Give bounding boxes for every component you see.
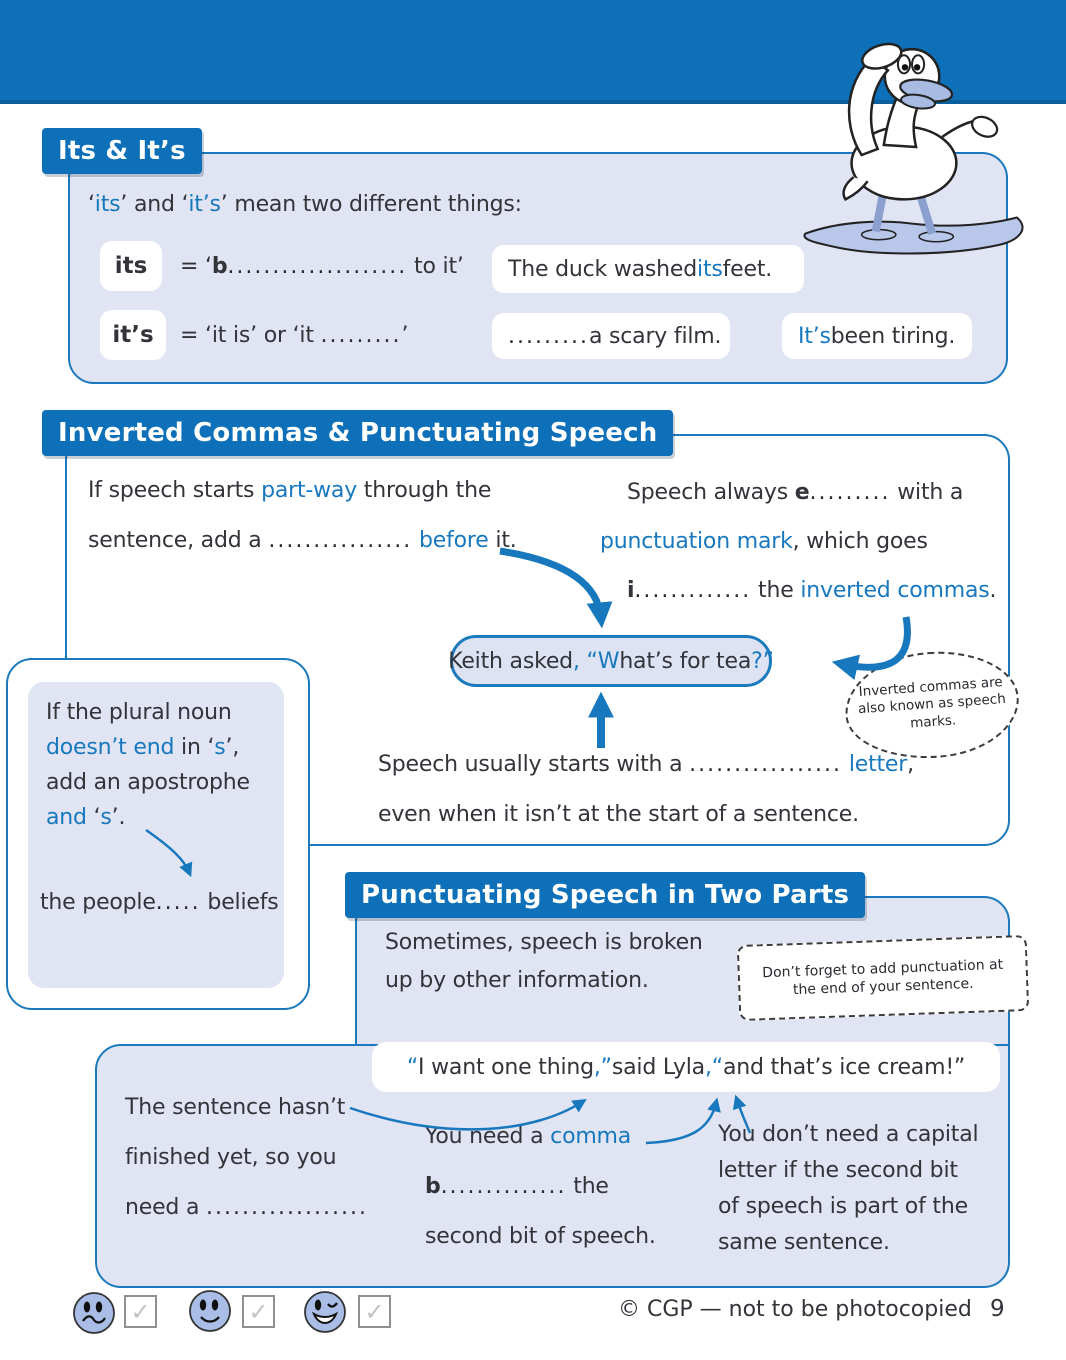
text-segment: of speech is part of the [718,1194,968,1219]
neutral-checkbox[interactable] [242,1295,275,1328]
text-segment: through the [357,478,492,503]
text-segment: same sentence. [718,1230,890,1255]
text-segment: . [989,578,997,603]
text-segment: the [566,1174,609,1199]
text-segment: , [704,1054,712,1080]
text-segment: letter if the second bit [718,1158,958,1183]
capital-note-2 [718,1158,958,1183]
answer-blank[interactable]: ................. [689,752,843,777]
worried-checkbox[interactable] [124,1295,157,1328]
partway-line-2 [88,528,517,553]
text-segment: “ [406,1054,419,1080]
partway-line-1 [88,478,491,503]
answer-blank[interactable]: ..... [155,890,201,915]
two-parts-intro-1 [385,930,703,955]
text-segment: ‘ [88,192,95,217]
its2-definition [180,323,408,348]
text-segment: ’, [225,735,240,760]
text-segment: = ‘it is’ or ‘it [180,323,321,348]
text-segment: a scary film. [588,323,722,349]
duck-hand [969,113,1000,141]
text-segment: ’ [401,323,409,348]
text-segment: b [425,1174,441,1199]
two-parts-intro-2 [385,968,649,993]
text-segment: need a [125,1195,207,1220]
text-segment: its [697,256,723,282]
always-line-1 [627,480,963,505]
usually-line-2 [378,802,859,827]
between-note-3 [425,1224,656,1249]
answer-blank[interactable]: ............. [634,578,752,603]
text-segment: to it’ [407,254,464,279]
lyla-speech-example-box [372,1042,1000,1092]
capital-note-3 [718,1194,968,1219]
answer-blank[interactable]: ......... [508,323,589,349]
its-example-box [492,245,804,293]
text-segment: Keith asked [448,648,573,674]
copyright-text: © CGP — not to be photocopied [618,1297,972,1322]
its2-chip: it’s [100,310,166,360]
text-segment: The sentence hasn’t [125,1095,346,1120]
worried-face-icon [72,1291,116,1335]
text-segment: second bit of speech. [425,1224,656,1249]
text-segment: up by other information. [385,968,649,993]
been-tiring-example-box [782,313,972,359]
end-punctuation-sidenote: Don’t forget to add punctuation at the end of your sentence. [737,935,1029,1021]
text-segment: letter [848,752,908,777]
keith-example-box [450,635,772,687]
capital-note-1 [718,1122,978,1147]
text-segment: s [214,735,226,760]
text-segment: feet. [722,256,773,282]
page-number: 9 [990,1296,1005,1322]
plural-example [40,890,279,915]
text-segment: beliefs [200,890,279,915]
text-segment: sentence, add a [88,528,269,553]
text-segment: and [46,805,87,830]
text-segment: i [627,578,635,603]
duck-washing-feet-illustration [783,26,1035,278]
checkbox-tick: ✓ [364,1297,385,1326]
scary-film-example-box [492,313,730,359]
between-note-2 [425,1174,609,1199]
happy-checkbox[interactable] [358,1295,391,1328]
text-segment: If the plural noun [46,700,232,725]
comma-note-3 [125,1195,366,1220]
text-segment: hat’s for tea [619,648,752,674]
text-segment: inverted commas [800,578,990,603]
text-segment: You need a [425,1124,551,1149]
speech-marks-sidenote: Inverted commas are also known as speech marks. [842,646,1023,764]
text-segment: . [358,1195,366,1220]
text-segment: You don’t need a capital [718,1122,979,1147]
its-chip: its [100,241,162,291]
text-segment: W [597,648,620,674]
checkbox-tick: ✓ [248,1297,269,1326]
text-segment: comma [550,1124,632,1149]
text-segment [842,752,849,777]
answer-blank[interactable]: ................. [206,1195,359,1220]
answer-blank[interactable]: .................... [227,254,408,279]
answer-blank[interactable]: ......... [809,480,891,505]
its-intro-text [88,192,522,217]
text-segment: ’. [111,805,126,830]
text-segment: part-way [261,478,358,503]
answer-blank[interactable]: ................ [268,528,413,553]
plural-line-3 [46,770,250,795]
happy-wink-face-icon [303,1290,347,1334]
text-segment: ’ and ‘ [120,192,189,217]
text-segment: said Lyla [611,1054,705,1080]
text-segment: Speech usually starts with a [378,752,690,777]
text-segment: = ‘ [180,254,212,279]
duck-tail [844,177,868,199]
comma-note-2 [125,1145,336,1170]
text-segment: It’s [798,323,831,349]
water-puddle [804,218,1022,254]
text-segment: doesn’t end [46,735,175,760]
text-segment: ?” [751,648,774,674]
text-segment: with a [890,480,964,505]
its-section-title: Its & It’s [42,128,202,174]
text-segment: Sometimes, speech is broken [385,930,703,955]
text-segment: in ‘ [174,735,215,760]
text-segment: ‘ [86,805,101,830]
text-segment: The duck washed [508,256,698,282]
text-segment: its [94,192,121,217]
text-segment: I want one thing [418,1054,594,1080]
text-segment [412,528,419,553]
text-segment: , which goes [792,529,928,554]
neutral-face-icon [188,1289,232,1333]
comma-note-1 [125,1095,345,1120]
capital-note-4 [718,1230,890,1255]
text-segment: finished yet, so you [125,1145,337,1170]
text-segment: ’ mean two different things: [220,192,522,217]
inverted-commas-title: Inverted Commas & Punctuating Speech [42,410,673,456]
text-segment: , [907,752,914,777]
duck-pupil [914,64,920,70]
text-segment: s [100,805,112,830]
its-definition [180,254,464,279]
text-segment: and that’s ice cream!” [722,1054,966,1080]
plural-apostrophe-inner [28,682,284,988]
duck-pupil [902,64,908,70]
plural-line-2 [46,735,239,760]
always-line-3 [627,578,996,603]
checkbox-tick: ✓ [130,1297,151,1326]
text-segment: e [794,480,810,505]
text-segment: add an apostrophe [46,770,250,795]
text-segment: the people [40,890,156,915]
between-note-1 [425,1124,631,1149]
text-segment: even when it isn’t at the start of a sentence. [378,802,859,827]
text-segment: been tiring. [830,323,956,349]
text-segment: the [751,578,801,603]
text-segment: “ [711,1054,723,1080]
text-segment: it. [488,528,517,553]
usually-line-1 [378,752,914,777]
text-segment: punctuation mark [600,529,793,554]
text-segment: b [211,254,228,279]
text-segment: , “ [572,648,598,674]
text-segment: Speech always [627,480,795,505]
answer-blank[interactable]: .............. [440,1174,567,1199]
always-line-2 [600,529,928,554]
text-segment: If speech starts [88,478,262,503]
two-parts-title: Punctuating Speech in Two Parts [345,872,865,918]
answer-blank[interactable]: ......... [320,323,402,348]
text-segment: before [419,528,489,553]
plural-line-4 [46,805,125,830]
plural-line-1 [46,700,232,725]
text-segment: it’s [188,192,221,217]
text-segment: ,” [593,1054,612,1080]
